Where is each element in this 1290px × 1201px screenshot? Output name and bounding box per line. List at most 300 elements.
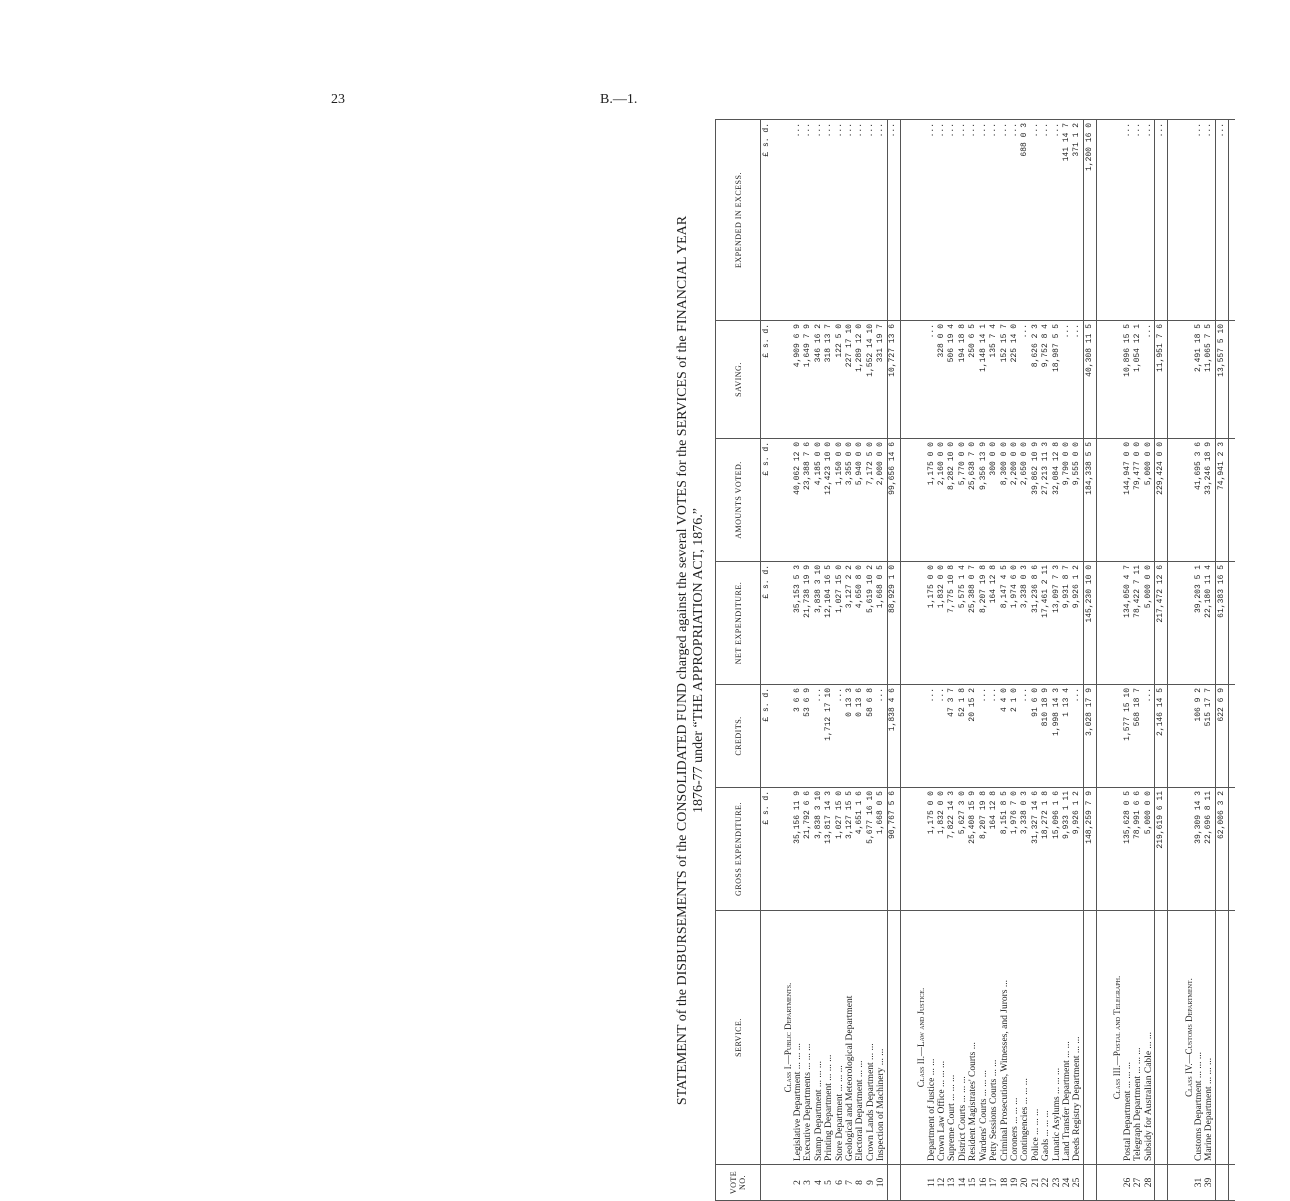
service-name: Telegraph Department ... ... ...	[1133, 911, 1143, 1165]
gross-value: 78,991 6 6	[1133, 788, 1143, 911]
class-heading-excess	[907, 120, 927, 321]
saving-value: 2,491 18 5	[1194, 321, 1204, 439]
net-value: 4,650 8 0	[855, 562, 865, 685]
spacer-cell	[1228, 321, 1235, 439]
class-heading-voted	[773, 439, 793, 562]
class-total-row	[1083, 120, 1096, 1201]
service-name: Deeds Registry Department ... ...	[1072, 911, 1083, 1165]
voted-value: 23,388 7 6	[803, 439, 813, 562]
credits-value: ...	[1144, 685, 1155, 788]
units-net: £ s. d.	[761, 562, 774, 685]
gross-value: 15,096 1 6	[1052, 788, 1062, 911]
credits-value: 810 18 9	[1041, 685, 1051, 788]
total-net: 145,230 10 0	[1083, 562, 1096, 685]
vote-number: 14	[958, 1165, 968, 1201]
spacer-cell	[1228, 788, 1235, 911]
saving-value: ...	[1062, 321, 1072, 439]
vote-number: 15	[968, 1165, 978, 1201]
excess-value: ...	[824, 120, 834, 321]
page-number: 23	[331, 92, 345, 107]
credits-value: 0 13 6	[855, 685, 865, 788]
units-cell-service	[761, 911, 774, 1165]
voted-value: 3,355 0 0	[845, 439, 855, 562]
class-heading-net	[773, 562, 793, 685]
net-value: 13,097 7 3	[1052, 562, 1062, 685]
table-row	[1041, 120, 1051, 1201]
net-value: 1,974 6 0	[1010, 562, 1020, 685]
spacer-cell	[1228, 120, 1235, 321]
net-value: 7,775 10 8	[947, 562, 957, 685]
spacer-cell	[1228, 685, 1235, 788]
statement-title: STATEMENT of the DISBURSEMENTS of the CONSOLIDATED FUND charged against the several VOTES for the SERVICES of the FINANCIAL YEAR	[675, 215, 690, 1106]
table-row	[835, 120, 845, 1201]
table-row	[1010, 120, 1020, 1201]
table-row	[968, 120, 978, 1201]
table-row	[979, 120, 989, 1201]
service-name: Inspection of Machinery ... ...	[876, 911, 887, 1165]
credits-value: 53 6 9	[803, 685, 813, 788]
service-name: Land Transfer Department ... ...	[1062, 911, 1072, 1165]
credits-value: 515 17 7	[1204, 685, 1215, 788]
credits-value: 91 6 0	[1031, 685, 1041, 788]
table-row	[947, 120, 957, 1201]
credits-value: ...	[835, 685, 845, 788]
service-name: District Courts ... ... ...	[958, 911, 968, 1165]
statement-subtitle: 1876-77 under “THE APPROPRIATION ACT, 1876.”	[691, 508, 706, 814]
total-voted: 229,424 0 0	[1154, 439, 1167, 562]
total-saving: 11,951 7 6	[1154, 321, 1167, 439]
units-saving: £ s. d.	[761, 321, 774, 439]
credits-value: 1,998 14 3	[1052, 685, 1062, 788]
class-heading-gross	[1103, 788, 1123, 911]
excess-value: ...	[803, 120, 813, 321]
excess-value: ...	[927, 120, 937, 321]
credits-value: 52 1 8	[958, 685, 968, 788]
saving-value: 194 18 8	[958, 321, 968, 439]
vote-number: 39	[1204, 1165, 1215, 1201]
excess-value: ...	[855, 120, 865, 321]
vote-number: 23	[1052, 1165, 1062, 1201]
class-heading-vote	[773, 1165, 793, 1201]
service-name: Police ... ... ...	[1031, 911, 1041, 1165]
table-row	[855, 120, 865, 1201]
service-name: Crown Lands Department ... ...	[866, 911, 876, 1165]
excess-value: 141 14 7	[1062, 120, 1072, 321]
col-voted-header: AMOUNTS VOTED.	[716, 439, 761, 562]
class-heading-row	[773, 120, 793, 1201]
units-credits: £ s. d.	[761, 685, 774, 788]
vote-number: 10	[876, 1165, 887, 1201]
gross-value: 22,696 8 11	[1204, 788, 1215, 911]
service-name: Electoral Department ... ...	[855, 911, 865, 1165]
excess-value: ...	[1031, 120, 1041, 321]
vote-number: 5	[824, 1165, 834, 1201]
total-saving: 40,308 11 5	[1083, 321, 1096, 439]
gross-value: 1,976 7 0	[1010, 788, 1020, 911]
service-name: Legislative Department ... ... ...	[793, 911, 803, 1165]
net-value: 1,027 15 0	[835, 562, 845, 685]
credits-value: 568 18 7	[1133, 685, 1143, 788]
units-voted: £ s. d.	[761, 439, 774, 562]
class-total-row	[1215, 120, 1228, 1201]
net-value: 5,619 10 2	[866, 562, 876, 685]
voted-value: 33,246 18 9	[1204, 439, 1215, 562]
vote-number: 4	[814, 1165, 824, 1201]
excess-value: ...	[989, 120, 999, 321]
voted-value: 2,160 0 0	[937, 439, 947, 562]
spacer-cell	[1228, 1165, 1235, 1201]
saving-value: 331 19 7	[876, 321, 887, 439]
voted-value: 9,555 0 0	[1072, 439, 1083, 562]
voted-value: 2,200 0 0	[1010, 439, 1020, 562]
vote-number: 20	[1020, 1165, 1030, 1201]
class-heading-excess	[1174, 120, 1194, 321]
excess-value: ...	[937, 120, 947, 321]
total-vote	[1083, 1165, 1096, 1201]
col-service-header: SERVICE.	[716, 911, 761, 1165]
saving-value: ...	[1072, 321, 1083, 439]
net-value: 21,738 19 9	[803, 562, 813, 685]
credits-value: 1,712 17 10	[824, 685, 834, 788]
net-value: 39,203 5 1	[1194, 562, 1204, 685]
net-value: 3,838 3 10	[814, 562, 824, 685]
excess-value: ...	[958, 120, 968, 321]
vote-number: 26	[1123, 1165, 1133, 1201]
gross-value: 164 12 8	[989, 788, 999, 911]
spacer-cell	[1228, 911, 1235, 1165]
class-heading-voted	[1103, 439, 1123, 562]
spacer-cell	[1228, 439, 1235, 562]
excess-value: ...	[876, 120, 887, 321]
service-name: Crown Law Office ... ... ...	[937, 911, 947, 1165]
total-gross: 62,006 3 2	[1215, 788, 1228, 911]
table-row	[845, 120, 855, 1201]
total-net: 61,383 16 5	[1215, 562, 1228, 685]
class-heading-gross	[773, 788, 793, 911]
gross-value: 3,127 15 5	[845, 788, 855, 911]
voted-value: 5,770 0 0	[958, 439, 968, 562]
vote-number: 21	[1031, 1165, 1041, 1201]
net-value: 12,104 16 5	[824, 562, 834, 685]
vote-number: 12	[937, 1165, 947, 1201]
net-value: 17,461 2 11	[1041, 562, 1051, 685]
excess-value: ...	[979, 120, 989, 321]
service-name: Geological and Meteorological Department	[845, 911, 855, 1165]
table-row	[937, 120, 947, 1201]
net-value: 3,127 2 2	[845, 562, 855, 685]
vote-number: 3	[803, 1165, 813, 1201]
net-value: 8,207 19 8	[979, 562, 989, 685]
total-gross: 90,767 5 6	[887, 788, 900, 911]
credits-value: ...	[1020, 685, 1030, 788]
total-service	[1215, 911, 1228, 1165]
credits-value: 0 13 3	[845, 685, 855, 788]
voted-value: 27,213 11 3	[1041, 439, 1051, 562]
table-row	[1020, 120, 1030, 1201]
credits-value: ...	[979, 685, 989, 788]
total-gross: 148,259 7 9	[1083, 788, 1096, 911]
spacer-row	[1228, 120, 1235, 1201]
excess-value: ...	[793, 120, 803, 321]
gross-value: 21,792 6 6	[803, 788, 813, 911]
net-value: 8,147 4 5	[1000, 562, 1010, 685]
class-heading: Class III.—Postal and Telegraph.	[1103, 911, 1123, 1165]
gross-value: 1,175 0 0	[927, 788, 937, 911]
vote-number: 27	[1133, 1165, 1143, 1201]
net-value: 1,832 0 0	[937, 562, 947, 685]
credits-value: ...	[1072, 685, 1083, 788]
saving-value: 346 16 2	[814, 321, 824, 439]
voted-value: 5,000 0 0	[1144, 439, 1155, 562]
class-heading: Class IV.—Customs Department.	[1174, 911, 1194, 1165]
net-value: 22,180 11 4	[1204, 562, 1215, 685]
service-name: Printing Department ... ... ...	[824, 911, 834, 1165]
vote-number: 8	[855, 1165, 865, 1201]
header-row	[716, 120, 761, 1201]
saving-value: 10,896 15 5	[1123, 321, 1133, 439]
total-credits: 2,146 14 5	[1154, 685, 1167, 788]
service-name: Customs Department ... ... ...	[1194, 911, 1204, 1165]
saving-value: 225 14 0	[1010, 321, 1020, 439]
vote-number: 19	[1010, 1165, 1020, 1201]
excess-value: ...	[1144, 120, 1155, 321]
saving-value: 328 0 0	[937, 321, 947, 439]
table-row	[1031, 120, 1041, 1201]
vote-number: 9	[866, 1165, 876, 1201]
voted-value: 8,282 10 0	[947, 439, 957, 562]
saving-value: 122 5 0	[835, 321, 845, 439]
credits-value: 1 13 4	[1062, 685, 1072, 788]
voted-value: 25,638 7 0	[968, 439, 978, 562]
gross-value: 4,651 1 6	[855, 788, 865, 911]
total-excess: ...	[887, 120, 900, 321]
voted-value: 2,650 0 0	[1020, 439, 1030, 562]
gross-value: 18,272 1 8	[1041, 788, 1051, 911]
vote-number: 22	[1041, 1165, 1051, 1201]
credits-value: 1,577 15 10	[1123, 685, 1133, 788]
gross-value: 1,668 0 5	[876, 788, 887, 911]
excess-value: ...	[1041, 120, 1051, 321]
total-credits: 3,028 17 9	[1083, 685, 1096, 788]
credits-value: 3 6 6	[793, 685, 803, 788]
gross-value: 5,677 16 10	[866, 788, 876, 911]
table-row	[814, 120, 824, 1201]
service-name: Lunatic Asylums ... ... ...	[1052, 911, 1062, 1165]
col-net-header: NET EXPENDITURE.	[716, 562, 761, 685]
rotated-statement	[675, 120, 1290, 1201]
vote-number: 13	[947, 1165, 957, 1201]
col-gross-header: GROSS EXPENDITURE.	[716, 788, 761, 911]
total-excess: 1,200 16 0	[1083, 120, 1096, 321]
total-vote	[1154, 1165, 1167, 1201]
net-value: 1,175 0 0	[927, 562, 937, 685]
saving-value: 152 15 7	[1000, 321, 1010, 439]
total-service	[1154, 911, 1167, 1165]
table-row	[958, 120, 968, 1201]
class-heading-row	[907, 120, 927, 1201]
vote-number: 11	[927, 1165, 937, 1201]
service-name: Criminal Prosecutions, Witnesses, and Jurors ...	[1000, 911, 1010, 1165]
table-row	[1062, 120, 1072, 1201]
saving-value: 135 7 4	[989, 321, 999, 439]
gross-value: 8,207 19 8	[979, 788, 989, 911]
total-service	[1083, 911, 1096, 1165]
voted-value: 12,423 10 0	[824, 439, 834, 562]
table-row	[1123, 120, 1133, 1201]
total-vote	[1215, 1165, 1228, 1201]
voted-value: 144,947 0 0	[1123, 439, 1133, 562]
table-row	[1144, 120, 1155, 1201]
class-heading-voted	[907, 439, 927, 562]
class-total-row	[1154, 120, 1167, 1201]
class-heading-net	[907, 562, 927, 685]
class-heading-vote	[907, 1165, 927, 1201]
saving-value: 250 6 5	[968, 321, 978, 439]
class-heading-credits	[773, 685, 793, 788]
credits-value: ...	[927, 685, 937, 788]
table-row	[1133, 120, 1143, 1201]
saving-value: 4,909 6 9	[793, 321, 803, 439]
class-heading-credits	[907, 685, 927, 788]
service-name: Executive Departments ... ... ...	[803, 911, 813, 1165]
saving-value: 1,552 14 10	[866, 321, 876, 439]
net-value: 9,931 8 7	[1062, 562, 1072, 685]
table-row	[1204, 120, 1215, 1201]
gross-value: 8,151 8 5	[1000, 788, 1010, 911]
voted-value: 5,940 0 0	[855, 439, 865, 562]
net-value: 5,575 1 4	[958, 562, 968, 685]
total-net: 88,929 1 0	[887, 562, 900, 685]
saving-value: 1,054 12 1	[1133, 321, 1143, 439]
saving-value: 9,752 8 4	[1041, 321, 1051, 439]
voted-value: 300 0 0	[989, 439, 999, 562]
table-row	[876, 120, 887, 1201]
table-row	[989, 120, 999, 1201]
units-gross: £ s. d.	[761, 788, 774, 911]
excess-value: ...	[1204, 120, 1215, 321]
voted-value: 1,175 0 0	[927, 439, 937, 562]
net-value: 78,422 7 11	[1133, 562, 1143, 685]
credits-value: ...	[989, 685, 999, 788]
service-name: Gaols ... ... ...	[1041, 911, 1051, 1165]
service-name: Supreme Court ... ... ...	[947, 911, 957, 1165]
gross-value: 135,628 0 5	[1123, 788, 1133, 911]
excess-value: 688 0 3	[1020, 120, 1030, 321]
saving-value: ...	[927, 321, 937, 439]
vote-number: 7	[845, 1165, 855, 1201]
net-value: 3,338 0 3	[1020, 562, 1030, 685]
class-heading-vote	[1174, 1165, 1194, 1201]
class-heading-net	[1103, 562, 1123, 685]
service-name: Store Department ... ... ...	[835, 911, 845, 1165]
class-heading-credits	[1174, 685, 1194, 788]
total-credits: 1,838 4 6	[887, 685, 900, 788]
excess-value: ...	[968, 120, 978, 321]
total-voted: 99,656 14 6	[887, 439, 900, 562]
excess-value: ...	[814, 120, 824, 321]
gross-value: 3,338 0 3	[1020, 788, 1030, 911]
net-value: 31,236 8 6	[1031, 562, 1041, 685]
excess-value: ...	[1000, 120, 1010, 321]
gross-value: 1,027 15 0	[835, 788, 845, 911]
voted-value: 8,300 0 0	[1000, 439, 1010, 562]
service-name: Contingencies ... ... ...	[1020, 911, 1030, 1165]
saving-value: 506 19 4	[947, 321, 957, 439]
net-value: 5,000 0 0	[1144, 562, 1155, 685]
voted-value: 79,477 0 0	[1133, 439, 1143, 562]
total-saving: 10,727 13 6	[887, 321, 900, 439]
credits-value: 106 9 2	[1194, 685, 1204, 788]
class-heading-credits	[1103, 685, 1123, 788]
col-saving-header: SAVING.	[716, 321, 761, 439]
excess-value: ...	[866, 120, 876, 321]
col-vote-header: VOTE NO.	[716, 1165, 761, 1201]
voted-value: 32,084 12 8	[1052, 439, 1062, 562]
total-voted: 184,338 5 5	[1083, 439, 1096, 562]
document-reference: B.—1.	[600, 92, 638, 107]
vote-number: 18	[1000, 1165, 1010, 1201]
class-heading-net	[1174, 562, 1194, 685]
saving-value: 227 17 10	[845, 321, 855, 439]
units-cell-vote	[761, 1165, 774, 1201]
excess-value: ...	[1194, 120, 1204, 321]
table-row	[803, 120, 813, 1201]
vote-number: 31	[1194, 1165, 1204, 1201]
excess-value: 371 1 2	[1072, 120, 1083, 321]
class-heading-saving	[773, 321, 793, 439]
voted-value: 9,790 0 0	[1062, 439, 1072, 562]
saving-value: ...	[1020, 321, 1030, 439]
gross-value: 9,933 1 11	[1062, 788, 1072, 911]
table-row	[793, 120, 803, 1201]
table-row	[927, 120, 937, 1201]
saving-value: ...	[1144, 321, 1155, 439]
class-heading-excess	[1103, 120, 1123, 321]
gross-value: 25,408 15 9	[968, 788, 978, 911]
service-name: Department of Justice ... ...	[927, 911, 937, 1165]
credits-value: 4 4 0	[1000, 685, 1010, 788]
excess-value: ...	[1010, 120, 1020, 321]
voted-value: 9,356 13 9	[979, 439, 989, 562]
voted-value: 39,862 10 9	[1031, 439, 1041, 562]
gross-value: 7,822 14 3	[947, 788, 957, 911]
vote-number: 25	[1072, 1165, 1083, 1201]
vote-number: 17	[989, 1165, 999, 1201]
voted-value: 2,000 0 0	[876, 439, 887, 562]
service-name: Postal Department ... ... ...	[1123, 911, 1133, 1165]
gross-value: 3,838 3 10	[814, 788, 824, 911]
table-row	[1000, 120, 1010, 1201]
units-excess: £ s. d.	[761, 120, 774, 321]
gross-value: 13,817 14 3	[824, 788, 834, 911]
voted-value: 40,062 12 0	[793, 439, 803, 562]
units-row	[761, 120, 774, 1201]
gross-value: 39,309 14 3	[1194, 788, 1204, 911]
voted-value: 1,150 0 0	[835, 439, 845, 562]
saving-value: 11,065 7 5	[1204, 321, 1215, 439]
table-row	[1052, 120, 1062, 1201]
class-total-row	[887, 120, 900, 1201]
total-excess: ...	[1215, 120, 1228, 321]
class-heading-saving	[1174, 321, 1194, 439]
gross-value: 31,327 14 6	[1031, 788, 1041, 911]
saving-value: 318 13 7	[824, 321, 834, 439]
credits-value: 20 15 2	[968, 685, 978, 788]
gross-value: 5,627 3 0	[958, 788, 968, 911]
total-net: 217,472 12 6	[1154, 562, 1167, 685]
gross-value: 9,926 1 2	[1072, 788, 1083, 911]
class-heading-vote	[1103, 1165, 1123, 1201]
